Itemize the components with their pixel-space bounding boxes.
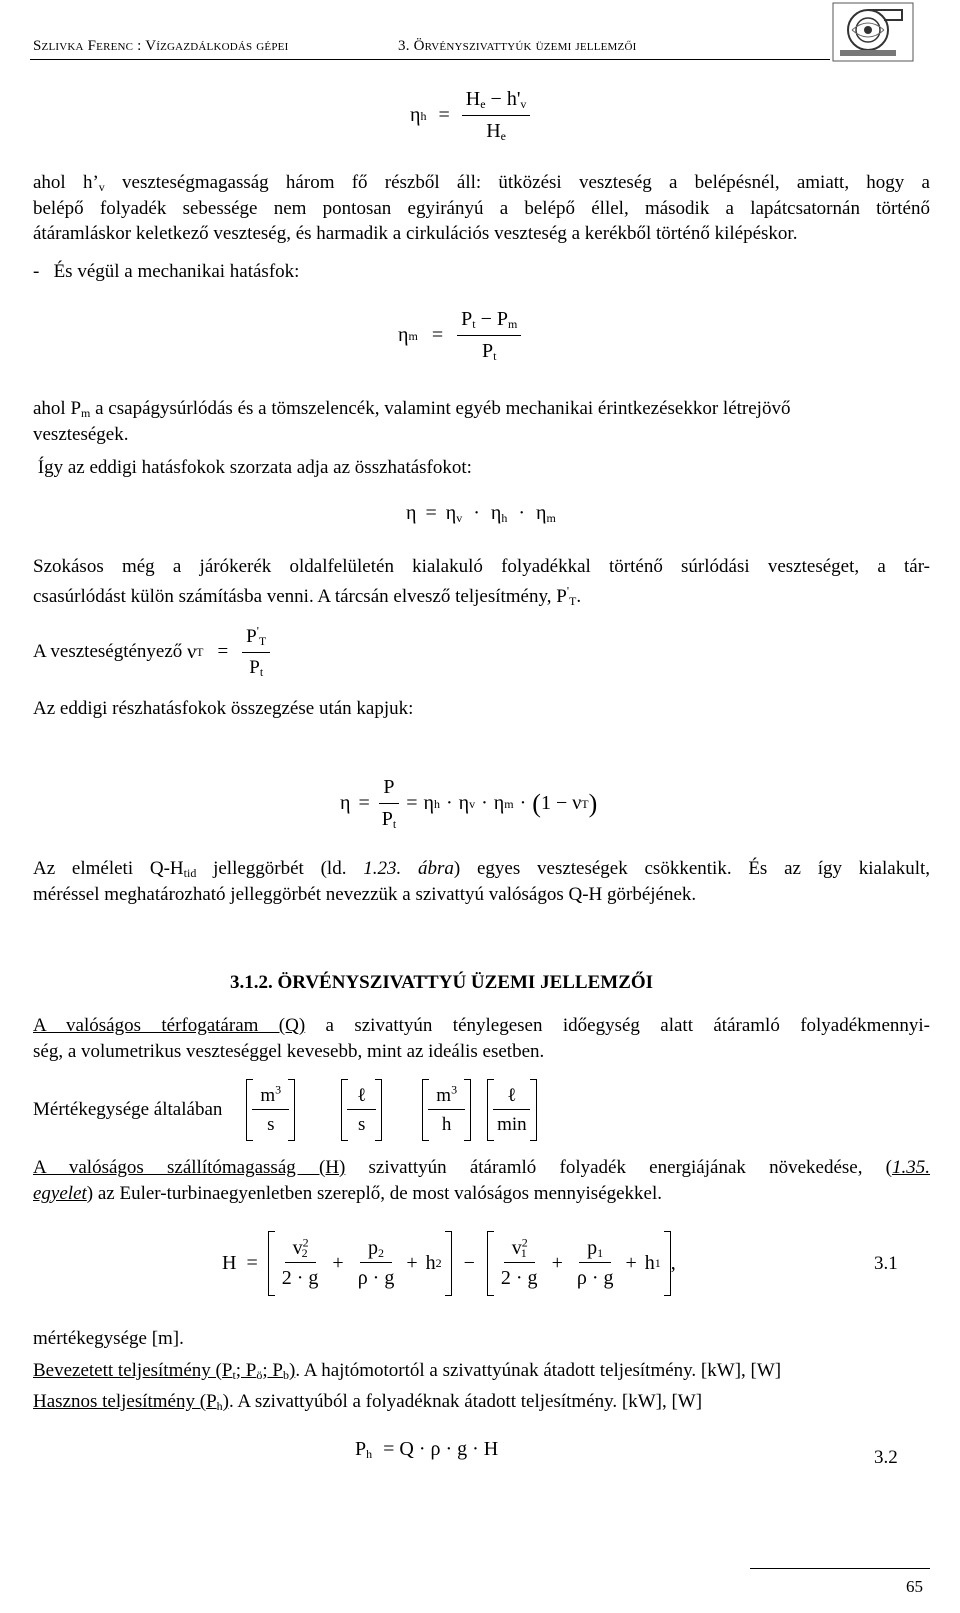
header-right-text: 3. Örvényszivattyúk üzemi jellemzői (398, 38, 637, 54)
equation-nu-t: A veszteségtényező ν T = $\frac{P'_T}{P_t}$ (33, 624, 270, 680)
eq-total-eta: η (406, 502, 417, 524)
p11-sub1: t (232, 1368, 236, 1382)
eq-eta-m-den-sub: t (493, 349, 497, 363)
p1-line1-sub: v (98, 180, 105, 194)
p12-end: ) (222, 1391, 229, 1412)
unit1-num: m (260, 1084, 276, 1106)
paragraph-unit-m (33, 1326, 930, 1352)
p8-line1-b: a szivattyún ténylegesen időegység alatt átáramló folyadékmennyi- (305, 1015, 930, 1036)
eq31-v1-sup: 2 (521, 1234, 528, 1249)
unit4-den: min (497, 1113, 527, 1135)
unit3-den: h (441, 1113, 452, 1135)
equation-eta-h: η h = $\frac{H_e - h'_v}{H_e}$ (410, 86, 530, 145)
eq-eta-h-den: H (486, 120, 501, 142)
unit4-num: ℓ (507, 1084, 517, 1106)
paragraph-pm (33, 396, 930, 447)
p12-rest: . A szivattyúból a folyadéknak átadott teljesítmény. [kW], [W] (228, 1391, 703, 1412)
header-left (33, 36, 288, 56)
p5-line2: csasúrlódást külön számításba venni. A tárcsán elvesző teljesítmény, (33, 586, 557, 608)
eq-eta-h-fraction (462, 86, 531, 145)
header-left-text: Szlivka Ferenc : Vízgazdálkodás gépei (33, 38, 289, 54)
equation-3-1: H = $\frac{v^2_2}{2 \cdot g}$ + $\frac{p_2}{\rho \cdot g}$ + h 2 − $\frac{v^2_1}{2 \cdot g}$ + $\frac{p_1}{\rho \cdot g}$ + h 1 , (222, 1226, 676, 1300)
unit-l-per-min (487, 1083, 537, 1137)
eq-final-fraction (378, 774, 400, 833)
eq-total-a-sub: v (456, 511, 463, 525)
p7-line1-b: jelleggörbét (ld. (196, 858, 364, 879)
p11-term (33, 1360, 295, 1381)
p11-end: ) (289, 1360, 296, 1381)
p4-text: Így az eddigi hatásfokok szorzata adja az összhatásfokot: (33, 457, 472, 478)
footer-rule (750, 1568, 930, 1569)
eq-nu-num-sub: T (258, 634, 267, 648)
eq31-v1: v (511, 1236, 522, 1259)
eq-eta-m-num-b-sub: m (507, 317, 518, 331)
paragraph-disc-friction (33, 552, 930, 613)
eq-final-rhs-b: η (458, 792, 470, 814)
unit1-sup: 3 (275, 1082, 282, 1097)
p11-term-a: Bevezetett teljesítmény (P (33, 1360, 233, 1381)
p1-line2: belépő folyadék sebessége nem pontosan egyirányú a belépő éllel, második a lapátcsatornán történő (33, 197, 930, 219)
unit3-sup: 3 (451, 1082, 458, 1097)
p2-text: - És végül a mechanikai hatásfok: (33, 261, 300, 282)
page-number: 65 (906, 1577, 923, 1596)
eq31-v1-sub: 1 (520, 1245, 527, 1260)
eq-total-b-sub: h (501, 511, 508, 525)
eq-final-rhs-a: η (423, 792, 434, 814)
eq-nu-num: P (246, 626, 257, 647)
p8-term: A valóságos térfogatáram (Q) (33, 1015, 306, 1036)
p12-term (33, 1391, 229, 1412)
equation-number-3-2: 3.2 (874, 1447, 898, 1468)
p5-line1: Szokásos még a járókerék oldalfelületén kialakuló folyadékkal történő súrlódási veszteséget, a tár- (33, 556, 930, 577)
eq-final-den-sub: t (392, 817, 397, 831)
paragraph-head (33, 1155, 930, 1206)
p6-text: Az eddigi részhatásfokok összegzése után kapjuk: (33, 698, 414, 719)
p7-line1-c: ) egyes veszteségek csökkentik. És az így kialakult, (453, 858, 930, 879)
eq31-eq: = (246, 1251, 258, 1274)
eq-total-b: η (490, 502, 502, 524)
unit2-num: ℓ (357, 1084, 367, 1106)
eq-eta-m-num-a: P (461, 308, 473, 330)
p11-mid1: ; P (235, 1360, 257, 1381)
eq31-rg1-den: ρ · g (576, 1266, 614, 1289)
unit3-num: m (436, 1084, 452, 1106)
eq-nu-num-sup: ' (256, 623, 259, 638)
p3-line1-a: ahol P (33, 398, 82, 419)
eq-total-eq: = (425, 502, 437, 524)
eq32-P: P (355, 1438, 367, 1460)
eq-eta-h-minus: − (490, 88, 502, 110)
unit1-den: s (267, 1113, 275, 1135)
eq31-h2: h (425, 1251, 436, 1274)
paragraph-sum-intro (33, 696, 930, 722)
p9-line2-b: ) az Euler-turbinaegyenletben szereplő, de most valóságos mennyiségekkel. (86, 1182, 663, 1204)
p5-end: . (576, 586, 582, 608)
paragraph-input-power (33, 1358, 930, 1384)
eq-total-c: η (536, 502, 547, 524)
eq-eta-h-num-a-sub: e (480, 97, 486, 111)
p11-rest: . A hajtómotortól a szivattyúnak átadott teljesítmény. [kW], [W] (295, 1360, 782, 1381)
eq-total-a: η (445, 502, 457, 524)
unit-m3-per-h (422, 1083, 471, 1137)
eq-eta-m-den: P (481, 340, 494, 362)
p3-line2: veszteségek. (33, 423, 129, 445)
equation-3-2 (355, 1436, 498, 1463)
unit-l-per-s (341, 1083, 382, 1137)
eq-nu-label: A veszteségtényező (33, 641, 188, 663)
equation-eta-total (406, 500, 556, 527)
paragraph-flow-rate (33, 1013, 930, 1064)
eq31-rg2-den: ρ · g (357, 1266, 395, 1289)
p1-line1-b: veszteségmagasság három fő részből áll: ütközési veszteség a belépésnél, amiatt, hogy a (104, 172, 930, 193)
eq-eta-m-num-b: P (496, 308, 508, 330)
eq-final-eta: η (340, 792, 351, 814)
paragraph-total-intro (33, 455, 930, 481)
p9-term: A valóságos szállítómagasság (H) (33, 1157, 346, 1178)
eq-eta-h-num-b: h' (506, 88, 521, 110)
units-row (33, 1078, 537, 1142)
eq31-v2: v (292, 1236, 303, 1259)
p7-figure-ref: 1.23. ábra (363, 858, 454, 879)
equation-eta-final: η = $\frac{P}{P_t}$ = η h · η v · η m · ( 1 − ν T ) (340, 776, 598, 831)
eq31-H: H (222, 1251, 237, 1274)
equation-number-3-1: 3.1 (874, 1253, 898, 1274)
eq31-p2: p (368, 1236, 378, 1259)
p7-line2: méréssel meghatározható jelleggörbét nevezzük a szivattyú valóságos Q-H görbéjének. (33, 883, 697, 905)
eq31-p1-sub: 1 (597, 1245, 604, 1260)
eq-final-rhs-c: η (493, 792, 505, 814)
p9-ref-b: egyelet (33, 1182, 87, 1204)
eq-eta-h-num-a: H (465, 88, 481, 110)
p1-line3: átáramláskor keletkező veszteség, és harmadik a cirkulációs veszteség a kerékből történő kilépéskor. (33, 223, 798, 245)
p5-pt-sup: ' (566, 584, 569, 599)
eq31-p1: p (587, 1236, 598, 1259)
eq-nu-symbol: ν (187, 640, 197, 663)
p3-line1-b: a csapágysúrlódás és a tömszelencék, valamint egyéb mechanikai érintkezésekkor létrejövő (90, 398, 791, 419)
eq-eta-h-num-b-sub: v (520, 97, 527, 111)
eq-total-dot2: · (518, 502, 526, 524)
p11-sub2: ö (256, 1368, 263, 1382)
equation-eta-m: η m = $\frac{P_t - P_m}{P_t}$ (398, 306, 521, 365)
eq31-bracket-2: $\frac{v^2_2}{2 \cdot g}$ + $\frac{p_2}{\rho \cdot g}$ + h 2 (268, 1235, 452, 1292)
p10-text: mértékegysége [m]. (33, 1328, 184, 1349)
p5-pt-symbol: P (556, 586, 567, 608)
p8-line2: ség, a volumetrikus veszteséggel kevesebb, mint az ideális esetben. (33, 1040, 545, 1062)
eq-eta-m-num-a-sub: t (472, 317, 476, 331)
eq31-h1: h (644, 1251, 655, 1274)
eq32-rhs: = Q · ρ · g · H (383, 1438, 499, 1460)
p11-mid2: ; P (262, 1360, 283, 1381)
eq31-g1-den: 2 · g (500, 1266, 538, 1289)
p1-line1-a: ahol h’ (33, 172, 99, 193)
eq31-v2-sub: 2 (301, 1245, 308, 1260)
paragraph-mech-intro (33, 259, 930, 285)
eq32-P-sub: h (366, 1447, 373, 1461)
eq31-comma: , (670, 1251, 676, 1274)
eq-total-c-sub: m (546, 511, 556, 525)
unit-m3-per-s (246, 1083, 295, 1137)
paragraph-qh-curve (33, 856, 930, 907)
eq-eta-m-fraction: $\frac{P_t - P_m}{P_t}$ (457, 306, 521, 365)
units-label: Mértékegysége általában (33, 1099, 223, 1121)
pump-logo-icon (832, 2, 914, 62)
eq-final-den: P (381, 808, 393, 830)
p9-ref-a: 1.35. (891, 1157, 930, 1178)
unit2-den: s (358, 1113, 366, 1135)
paragraph-useful-power (33, 1389, 930, 1415)
p11-sub3: b (283, 1368, 289, 1382)
p5-pt-sub: T (569, 594, 577, 609)
eq-eta-h-den-sub: e (500, 129, 506, 143)
eq-nu-den-sub: t (259, 664, 264, 679)
p12-sub: h (216, 1399, 223, 1413)
eq-nu-den: P (249, 656, 260, 678)
section-title: 3.1.2. ÖRVÉNYSZIVATTYÚ ÜZEMI JELLEMZŐI (230, 972, 654, 993)
eq-total-dot1: · (473, 502, 480, 524)
eq-eta-m-lhs: η (398, 324, 409, 346)
eq-nu-fraction (242, 624, 270, 680)
p3-line1-sub: m (81, 406, 91, 420)
eq31-bracket-1: $\frac{v^2_1}{2 \cdot g}$ + $\frac{p_1}{\rho \cdot g}$ + h 1 (487, 1235, 671, 1292)
p7-line1-sub: tid (183, 866, 197, 880)
paragraph-hv-losses (33, 170, 930, 247)
header-right (398, 36, 636, 56)
eq-eta-h-lhs: η (410, 104, 421, 126)
eq31-p2-sub: 2 (378, 1245, 384, 1260)
eq-final-paren: 1 − ν (540, 792, 582, 814)
p7-line1-a: Az elméleti Q-H (33, 858, 184, 879)
eq31-g2-den: 2 · g (281, 1266, 319, 1289)
eq31-v2-sup: 2 (302, 1234, 309, 1249)
eq-final-num: P (383, 776, 395, 798)
p12-term-a: Hasznos teljesítmény (P (33, 1391, 217, 1412)
header-rule (30, 59, 830, 60)
p9-line1-b: szivattyún átáramló folyadék energiájának növekedése, ( (345, 1157, 892, 1178)
